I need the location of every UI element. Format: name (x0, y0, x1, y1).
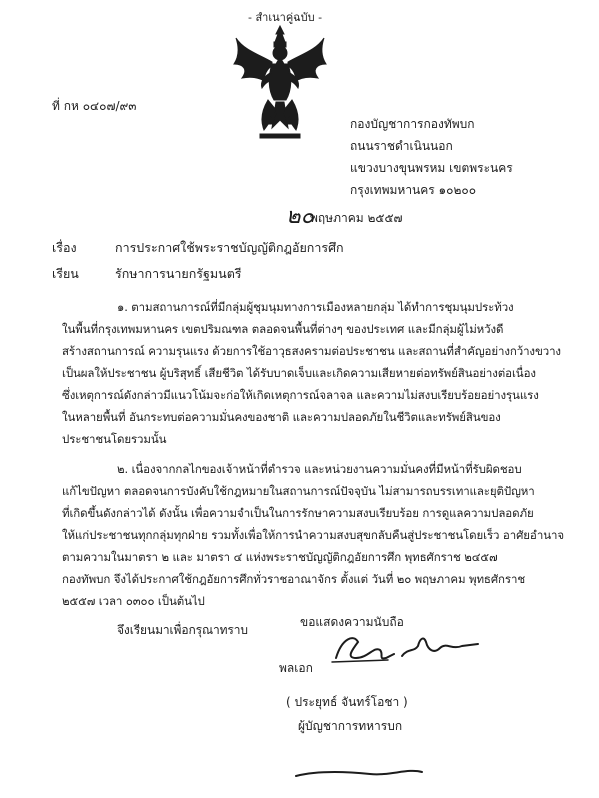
closing-salutation: ขอแสดงความนับถือ (300, 615, 404, 629)
signatory-rank: พลเอก (279, 661, 313, 675)
sender-address-line-3: แขวงบางขุนพรหม เขตพระนคร (350, 161, 513, 175)
recipient-value: รักษาการนายกรัฐมนตรี (115, 266, 242, 281)
paragraph-1-line: ซึ่งเหตุการณ์ดังกล่าวมีแนวโน้มจะก่อให้เกิดเหตุการณ์จลาจล และความไม่สงบเรียบร้อยอย่างรุนแรง (62, 388, 539, 402)
signatory-name: ( ประยุทธ์ จันทร์โอชา ) (286, 695, 408, 709)
paragraph-2-line: ให้แก่ประชาชนทุกกลุ่มทุกฝ่าย รวมทั้งเพื่อให้การนำความสงบสุขกลับคืนสู่ประชาชนโดยเร็ว อาศัยอำนาจ (62, 528, 564, 542)
recipient-label: เรียน (52, 266, 79, 281)
paragraph-2-line: ๒. เนื่องจากกลไกของเจ้าหน้าที่ตำรวจ และหน่วยงานความมั่นคงที่มีหน้าที่รับผิดชอบ (117, 462, 522, 476)
subject-value: การประกาศใช้พระราชบัญญัติกฎอัยการศึก (115, 240, 344, 255)
paragraph-1-line: สร้างสถานการณ์ ความรุนแรง ด้วยการใช้อาวุธสงครามต่อประชาชน และสถานที่สำคัญอย่างกว้างขวาง (62, 344, 561, 358)
sender-address-line-2: ถนนราชดำเนินนอก (350, 139, 453, 153)
sender-address-line-1: กองบัญชาการกองทัพบก (350, 117, 475, 131)
copy-mark: - สำเนาคู่ฉบับ - (248, 11, 323, 24)
closing-request: จึงเรียนมาเพื่อกรุณาทราบ (117, 623, 248, 637)
paragraph-2-line: แก้ไขปัญหา ตลอดจนการบังคับใช้กฎหมายในสถานการณ์ปัจจุบัน ไม่สามารถบรรเทาและยุติปัญหา (62, 484, 535, 498)
paragraph-1-line: ประชาชนโดยรวมนั้น (62, 432, 167, 446)
paragraph-2-line: กองทัพบก จึงได้ประกาศใช้กฎอัยการศึกทั่วราชอาณาจักร ตั้งแต่ วันที่ ๒๐ พฤษภาคม พุทธศักราช (62, 572, 526, 586)
date-month-year: พฤษภาคม ๒๕๕๗ (310, 211, 403, 225)
garuda-emblem-icon (232, 24, 328, 142)
paragraph-1-line: ในพื้นที่กรุงเทพมหานคร เขตปริมณฑล ตลอดจนพื้นที่ต่างๆ ของประเทศ และมีกลุ่มผู้ไม่หวังดี (62, 322, 504, 336)
paragraph-2-line: ที่เกิดขึ้นดังกล่าวได้ ดังนั้น เพื่อความจำเป็นในการรักษาความสงบเรียบร้อย การดูแลความปลอดภัย (62, 506, 534, 520)
signatory-title: ผู้บัญชาการทหารบก (298, 719, 403, 733)
handwritten-signature-icon (328, 628, 488, 666)
paragraph-1-line: ในหลายพื้นที่ อันกระทบต่อความมั่นคงของชาติ และความปลอดภัยในชีวิตและทรัพย์สินของ (62, 410, 501, 424)
subject-label: เรื่อง (52, 240, 77, 255)
paragraph-1-line: เป็นผลให้ประชาชน ผู้บริสุทธิ์ เสียชีวิต ได้รับบาดเจ็บและเกิดความเสียหายต่อทรัพย์สินอย่างต่อเนื่อง (62, 366, 536, 380)
date-day: ๒๐ (286, 204, 314, 229)
handwritten-mark-icon (290, 764, 430, 784)
reference-number: ที่ กห ๐๔๐๗/๙๓ (52, 99, 137, 113)
paragraph-2-line: ๒๕๕๗ เวลา ๐๓๐๐ เป็นต้นไป (62, 594, 205, 608)
paragraph-2-line: ตามความในมาตรา ๒ และ มาตรา ๔ แห่งพระราชบัญญัติกฎอัยการศึก พุทธศักราช ๒๔๕๗ (62, 550, 498, 564)
paragraph-1-line: ๑. ตามสถานการณ์ที่มีกลุ่มผู้ชุมนุมทางการเมืองหลายกลุ่ม ได้ทำการชุมนุมประท้วง (117, 300, 514, 314)
sender-address-line-4: กรุงเทพมหานคร ๑๐๒๐๐ (350, 183, 477, 197)
